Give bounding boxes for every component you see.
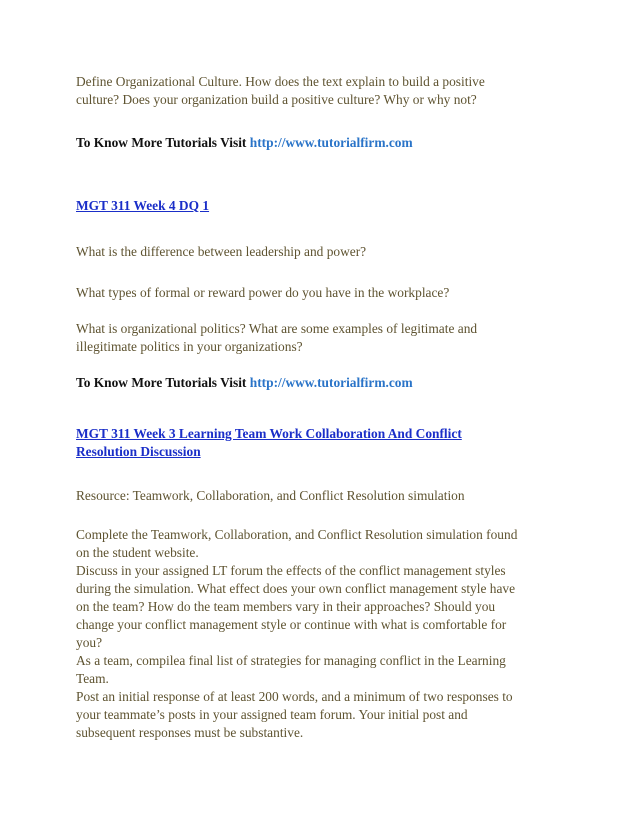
week3-body-line: As a team, compilea final list of strategies for managing conflict in the Learning (76, 653, 506, 668)
intro-paragraph (76, 73, 566, 109)
week4-question-3-line-2: illegitimate politics in your organizations? (76, 339, 303, 354)
week3-body-line: on the team? How do the team members vary in their approaches? Should you (76, 599, 496, 614)
promo-url-link[interactable]: http://www.tutorialfirm.com (249, 375, 413, 390)
week3-heading-line-2[interactable]: Resolution Discussion (76, 444, 201, 459)
intro-line-2: culture? Does your organization build a positive culture? Why or why not? (76, 92, 477, 107)
week3-body-line: Complete the Teamwork, Collaboration, and Conflict Resolution simulation found (76, 527, 518, 542)
week4-dq1-heading-link[interactable]: MGT 311 Week 4 DQ 1 (76, 198, 210, 213)
week3-body-line: subsequent responses must be substantive. (76, 725, 304, 740)
week3-body (76, 526, 566, 742)
week3-body-line: your teammate’s posts in your assigned team forum. Your initial post and (76, 707, 468, 722)
week4-question-3-line-1: What is organizational politics? What are some examples of legitimate and (76, 321, 478, 336)
week3-body-line: Discuss in your assigned LT forum the effects of the conflict management styles (76, 563, 506, 578)
promo-prefix: To Know More Tutorials Visit (76, 375, 250, 390)
week3-resource-text: Resource: Teamwork, Collaboration, and Conflict Resolution simulation (76, 488, 465, 503)
intro-line-1: Define Organizational Culture. How does the text explain to build a positive (76, 74, 485, 89)
week3-discussion-heading-link[interactable] (76, 425, 576, 461)
week4-question-2-text: What types of formal or reward power do you have in the workplace? (76, 285, 450, 300)
week4-question-1 (76, 243, 566, 261)
week3-body-line: you? (76, 635, 103, 650)
week4-question-1-text: What is the difference between leadership and power? (76, 244, 367, 259)
week3-body-line: on the student website. (76, 545, 199, 560)
week4-question-2 (76, 284, 566, 302)
week3-heading-line-1[interactable]: MGT 311 Week 3 Learning Team Work Collaboration And Conflict (76, 426, 462, 441)
week3-body-line: during the simulation. What effect does your own conflict management style have (76, 581, 516, 596)
week3-body-line: change your conflict management style or continue with what is comfortable for (76, 617, 507, 632)
promo-line-2 (76, 374, 576, 392)
week3-body-line: Team. (76, 671, 109, 686)
promo-line-1 (76, 134, 576, 152)
promo-url-link[interactable]: http://www.tutorialfirm.com (249, 135, 413, 150)
week4-question-3 (76, 320, 566, 356)
week3-body-line: Post an initial response of at least 200 words, and a minimum of two responses to (76, 689, 513, 704)
week3-resource (76, 487, 566, 505)
promo-prefix: To Know More Tutorials Visit (76, 135, 250, 150)
